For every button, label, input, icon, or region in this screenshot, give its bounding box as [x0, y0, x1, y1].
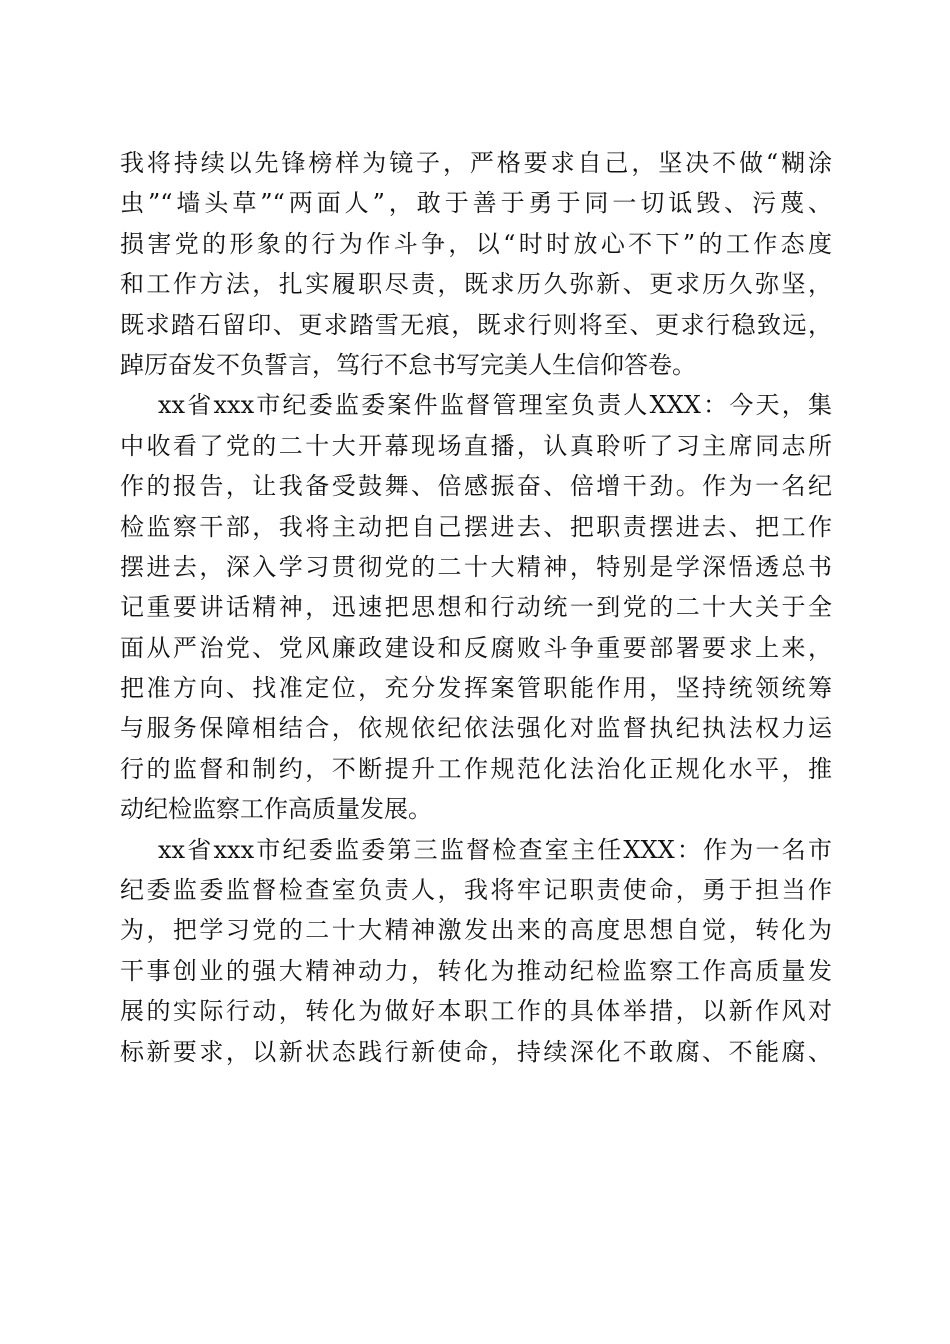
- text-line: xx省xxx市纪委监委第三监督检查室主任XXX：作为一名市: [158, 835, 832, 864]
- text-line: 和工作方法，扎实履职尽责，既求历久弥新、更求历久弥坚，: [120, 270, 832, 299]
- text-line: 既求踏石留印、更求踏雪无痕，既求行则将至、更求行稳致远，: [120, 310, 832, 339]
- text-line: xx省xxx市纪委监委案件监督管理室负责人XXX：今天，集: [158, 391, 832, 420]
- text-line: 虫”“墙头草”“两面人”，敢于善于勇于同一切诋毁、污蔑、: [120, 189, 832, 218]
- text-line: 标新要求，以新状态践行新使命，持续深化不敢腐、不能腐、: [120, 1037, 832, 1066]
- text-line: 面从严治党、党风廉政建设和反腐败斗争重要部署要求上来，: [120, 633, 832, 662]
- text-line: 我将持续以先锋榜样为镜子，严格要求自己，坚决不做“糊涂: [120, 149, 832, 177]
- paragraph: [120, 143, 832, 385]
- paragraph: [120, 830, 832, 1072]
- text-line: 检监察干部，我将主动把自己摆进去、把职责摆进去、把工作: [120, 512, 832, 541]
- text-line: 为，把学习党的二十大精神激发出来的高度思想自觉，转化为: [120, 916, 832, 945]
- text-line: 摆进去，深入学习贯彻党的二十大精神，特别是学深悟透总书: [120, 552, 832, 581]
- text-line: 把准方向、找准定位，充分发挥案管职能作用，坚持统领统筹: [120, 674, 832, 703]
- text-line: 行的监督和制约，不断提升工作规范化法治化正规化水平，推: [120, 754, 832, 783]
- text-line: 损害党的形象的行为作斗争，以“时时放心不下”的工作态度: [120, 229, 832, 258]
- text-line: 作的报告，让我备受鼓舞、倍感振奋、倍增干劲。作为一名纪: [120, 472, 832, 501]
- text-line: 动纪检监察工作高质量发展。: [120, 795, 432, 824]
- text-line: 与服务保障相结合，依规依纪依法强化对监督执纪执法权力运: [120, 714, 832, 743]
- text-line: 展的实际行动，转化为做好本职工作的具体举措，以新作风对: [120, 997, 832, 1026]
- text-line: 记重要讲话精神，迅速把思想和行动统一到党的二十大关于全: [120, 593, 832, 622]
- paragraph: [120, 385, 832, 829]
- text-line: 纪委监委监督检查室负责人，我将牢记职责使命，勇于担当作: [120, 876, 832, 905]
- text-line: 中收看了党的二十大开幕现场直播，认真聆听了习主席同志所: [120, 431, 832, 460]
- document-body: [120, 143, 832, 1072]
- text-line: 踔厉奋发不负誓言，笃行不怠书写完美人生信仰答卷。: [120, 350, 696, 379]
- text-line: 干事创业的强大精神动力，转化为推动纪检监察工作高质量发: [120, 956, 832, 985]
